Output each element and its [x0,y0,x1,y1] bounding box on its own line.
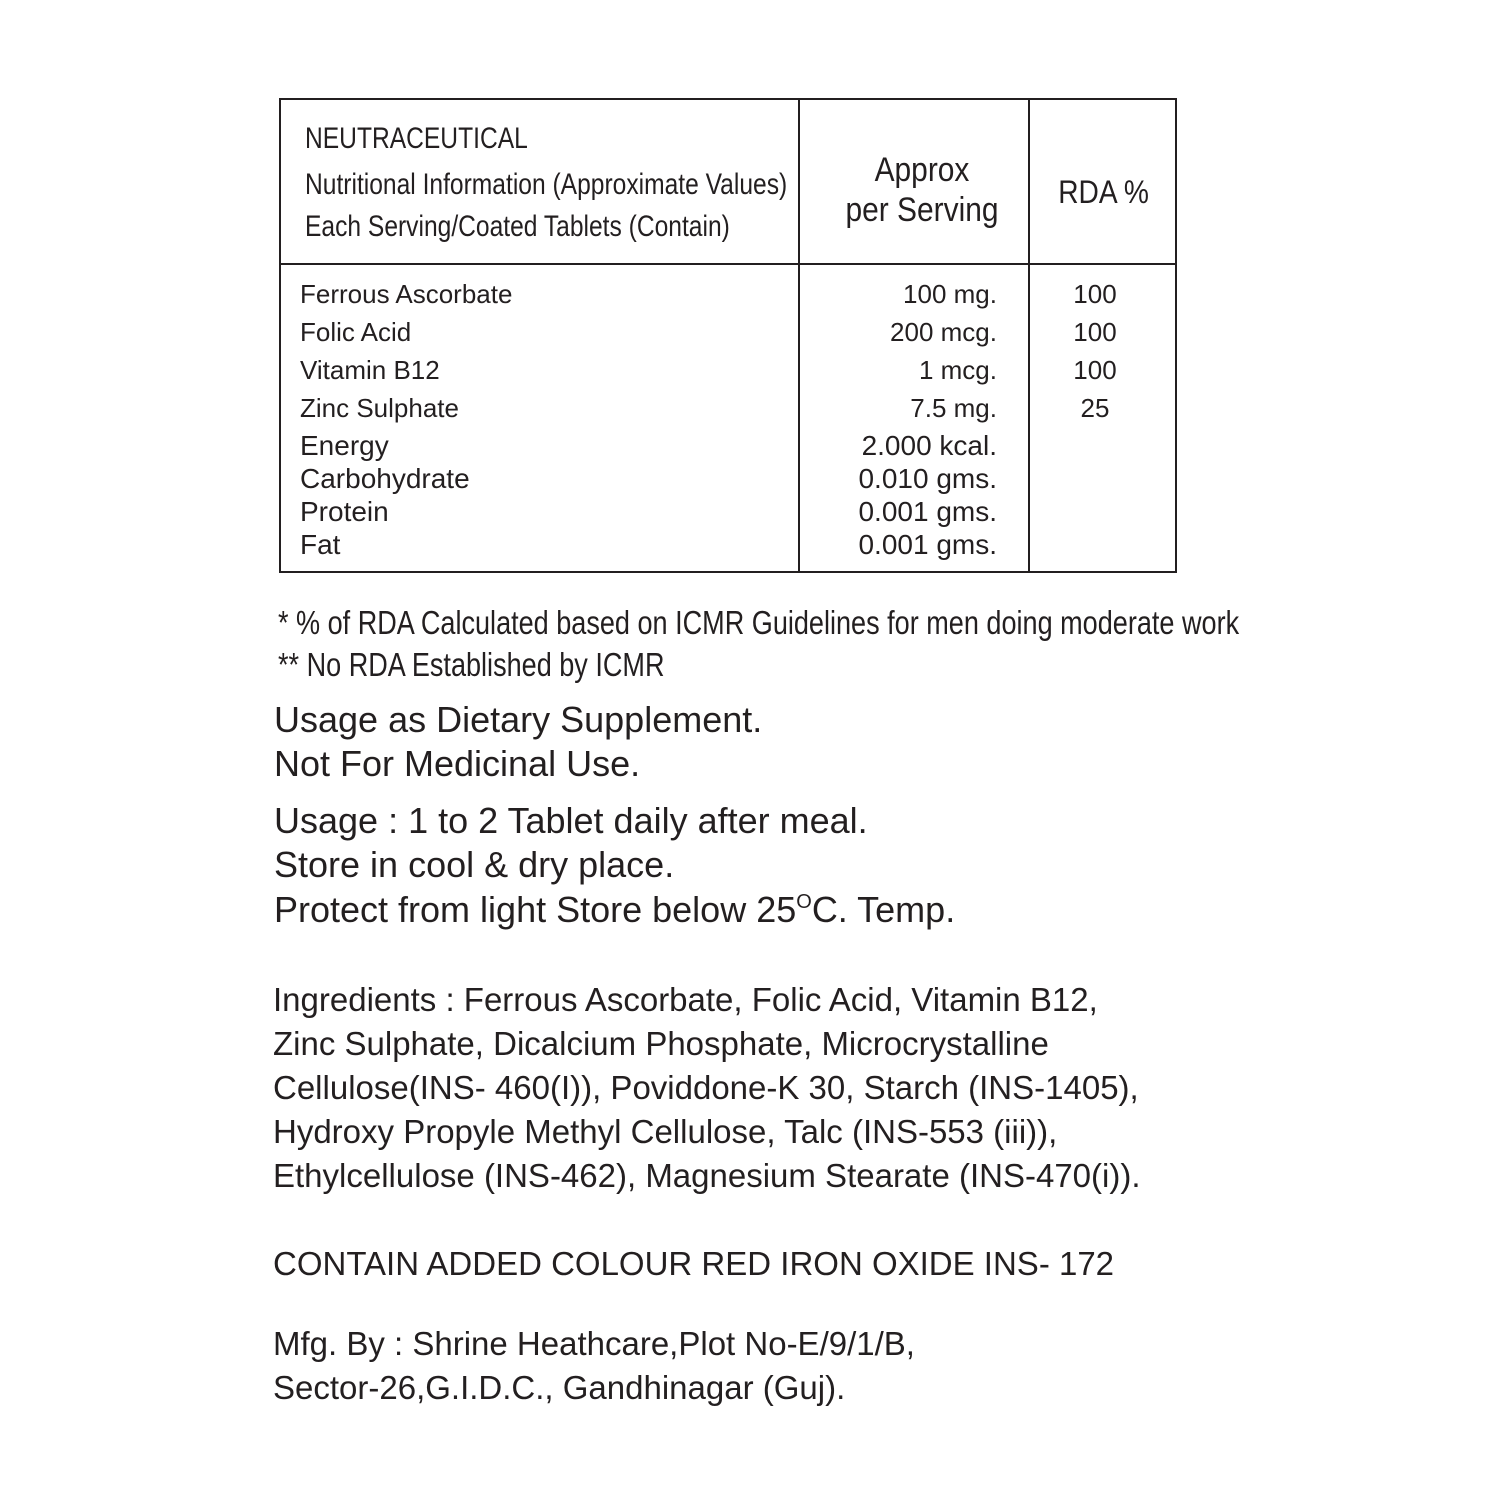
approx-line2: per Serving [845,191,999,229]
manufacturer-line: Mfg. By : Shrine Heathcare,Plot No-E/9/1/B, [273,1325,915,1362]
table-row-rda: 100 [1073,317,1117,347]
ingredients-line: Cellulose(INS- 460(I)), Poviddone-K 30, Starch (INS-1405), [273,1069,1139,1106]
usage-line: Usage as Dietary Supplement. [274,699,763,740]
table-title-text: NEUTRACEUTICAL [305,122,528,155]
colour-note: CONTAIN ADDED COLOUR RED IRON OXIDE INS- 172 [273,1245,1115,1282]
table-row-name: Protein [300,496,389,527]
table-row-name: Energy [300,430,389,461]
table-row-name: Vitamin B12 [300,355,440,385]
table-row-amount: 0.001 gms. [858,529,997,560]
approx-line1: Approx [874,151,970,189]
usage-line: Not For Medicinal Use. [274,743,641,784]
rda-header-text: RDA % [1058,174,1150,210]
storage-temp-unit: C. Temp. [811,889,956,930]
storage-temp-text: Protect from light Store below 25 [274,889,797,930]
table-title [305,122,577,156]
storage-line: Store in cool & dry place. [274,844,675,885]
table-row-name: Fat [300,529,341,560]
table-header-divider [281,263,1175,265]
ingredients-line: Hydroxy Propyle Methyl Cellulose, Talc (INS-553 (iii)), [273,1113,1058,1150]
rda-footnote-text: * % of RDA Calculated based on ICMR Guidelines for men doing moderate work [278,604,1240,641]
table-row-rda: 100 [1073,279,1117,309]
table-row-amount: 100 mg. [903,279,997,309]
table-row-name: Ferrous Ascorbate [300,279,513,309]
ingredients-line: Ingredients : Ferrous Ascorbate, Folic Acid, Vitamin B12, [273,981,1098,1018]
column-header-rda [1030,174,1178,211]
table-row-amount: 0.001 gms. [858,496,997,527]
table-row-name: Zinc Sulphate [300,393,459,423]
storage-temp-line [274,889,955,931]
rda-footnote [278,604,1450,642]
manufacturer-line: Sector-26,G.I.D.C., Gandhinagar (Guj). [273,1369,846,1406]
table-row-amount: 2.000 kcal. [861,430,997,461]
table-row-amount: 0.010 gms. [858,463,997,494]
table-row-name: Carbohydrate [300,463,470,494]
ingredients-line: Zinc Sulphate, Dicalcium Phosphate, Microcrystalline [273,1025,1049,1062]
no-rda-footnote [278,646,749,684]
table-row-rda: 100 [1073,355,1117,385]
degree-symbol: O [796,891,812,913]
table-row-amount: 200 mcg. [890,317,997,347]
column-header-approx [802,150,1042,230]
table-row-name: Folic Acid [300,317,412,347]
table-row-rda: 25 [1080,393,1110,423]
no-rda-footnote-text: ** No RDA Established by ICMR [278,646,665,683]
table-row-amount: 1 mcg. [918,355,997,385]
usage-line: Usage : 1 to 2 Tablet daily after meal. [274,800,868,841]
table-subtitle-text: Nutritional Information (Approximate Values) [305,168,788,201]
table-row-amount: 7.5 mg. [910,393,997,423]
table-serving-line-text: Each Serving/Coated Tablets (Contain) [305,210,730,243]
ingredients-line: Ethylcellulose (INS-462), Magnesium Stearate (INS-470(i)). [273,1157,1141,1194]
table-serving-line [305,210,823,244]
